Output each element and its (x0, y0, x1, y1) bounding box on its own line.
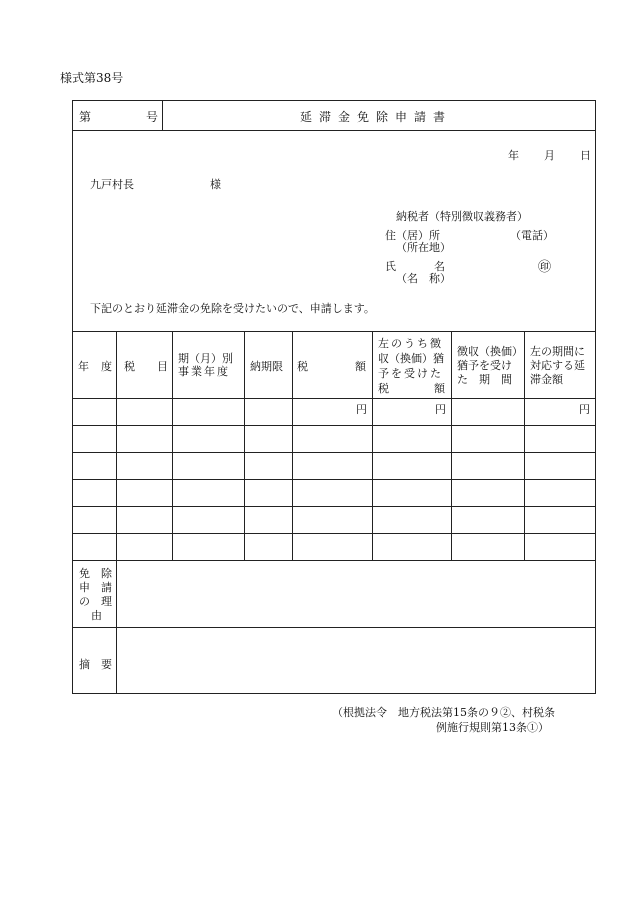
phone-label: （電話） (510, 229, 554, 242)
form-title: 延滞金免除申請書 (300, 110, 453, 124)
col-header-deferred-line4b: 額 (434, 382, 445, 395)
reason-label-line2: 申 請 (79, 581, 112, 594)
yen-unit-deferred: 円 (435, 403, 446, 416)
table-header-bottom-line (72, 398, 596, 399)
address-label: 住（居）所 (385, 229, 440, 242)
request-statement: 下記のとおり延滞金の免除を受けたいので、申請します。 (90, 302, 375, 315)
col-line-year (116, 331, 117, 694)
reason-label-line3: の 理 (79, 595, 112, 608)
col-header-deferred-line1: 左のうち徴 (378, 337, 443, 350)
col-line-taxamount (372, 331, 373, 560)
col-header-taxitem-b: 目 (157, 360, 168, 373)
col-header-latefee-line2: 対応する延 (530, 359, 585, 372)
yen-unit-latefee: 円 (579, 403, 590, 416)
addressee-name: 九戸村長 (90, 178, 134, 191)
col-header-period-line1: 期（月）別 (178, 352, 233, 365)
date-day-label: 日 (580, 149, 591, 162)
yen-unit-taxamount: 円 (356, 403, 367, 416)
table-bottom-line (72, 560, 596, 561)
reason-bottom-line (72, 627, 596, 628)
col-header-grace-line3: た 期 間 (457, 373, 512, 386)
col-header-grace-line2: 猶予を受け (457, 359, 512, 372)
date-year-label: 年 (508, 149, 519, 162)
number-prefix: 第 (79, 110, 92, 124)
name-label-b: 名 (434, 260, 445, 273)
col-line-taxitem (172, 331, 173, 560)
table-row-line (72, 506, 596, 507)
col-header-year-a: 年 (78, 360, 89, 373)
header-number-divider (162, 100, 163, 130)
col-header-deferred-line2: 収（換価）猶 (378, 352, 444, 365)
address-sub-label: （所在地） (396, 241, 451, 254)
form-number: 様式第38号 (60, 71, 124, 85)
application-form-frame (72, 100, 596, 694)
col-header-period-line2: 事業年度 (178, 365, 230, 378)
number-suffix: 号 (146, 110, 159, 124)
col-header-deferred-line4a: 税 (378, 382, 389, 395)
reason-label-line4: 由 (91, 609, 102, 622)
col-header-latefee-line1: 左の期間に (530, 345, 585, 358)
col-line-deferred (451, 331, 452, 560)
date-month-label: 月 (544, 149, 555, 162)
table-row-line (72, 425, 596, 426)
table-row-line (72, 479, 596, 480)
seal-mark-icon: ㊞ (538, 260, 552, 275)
col-header-deferred-line3: 予を受けた (378, 367, 443, 380)
reason-label-line1: 免 除 (79, 567, 112, 580)
header-divider (72, 130, 596, 131)
table-top-line (72, 331, 596, 332)
footnote-line1: （根拠法令 地方税法第15条の９②、村税条 (332, 706, 555, 719)
col-header-deadline: 納期限 (250, 360, 283, 373)
col-header-taxitem-a: 税 (124, 360, 135, 373)
footnote-line2: 例施行規則第13条①） (436, 721, 549, 734)
col-line-period (244, 331, 245, 560)
col-line-deadline (292, 331, 293, 560)
name-sub-label: （名 称） (396, 272, 451, 285)
col-header-year-b: 度 (101, 360, 112, 373)
col-line-grace (524, 331, 525, 560)
applicant-heading: 納税者（特別徴収義務者） (396, 210, 528, 223)
col-header-grace-line1: 徴収（換価） (457, 345, 523, 358)
table-row-line (72, 533, 596, 534)
col-header-taxamount-b: 額 (355, 360, 366, 373)
col-header-latefee-line3: 滞金額 (530, 373, 563, 386)
name-label-a: 氏 (385, 260, 396, 273)
remarks-label: 摘 要 (79, 658, 112, 671)
addressee-honorific: 様 (210, 178, 221, 191)
col-header-taxamount-a: 税 (297, 360, 308, 373)
table-row-line (72, 452, 596, 453)
